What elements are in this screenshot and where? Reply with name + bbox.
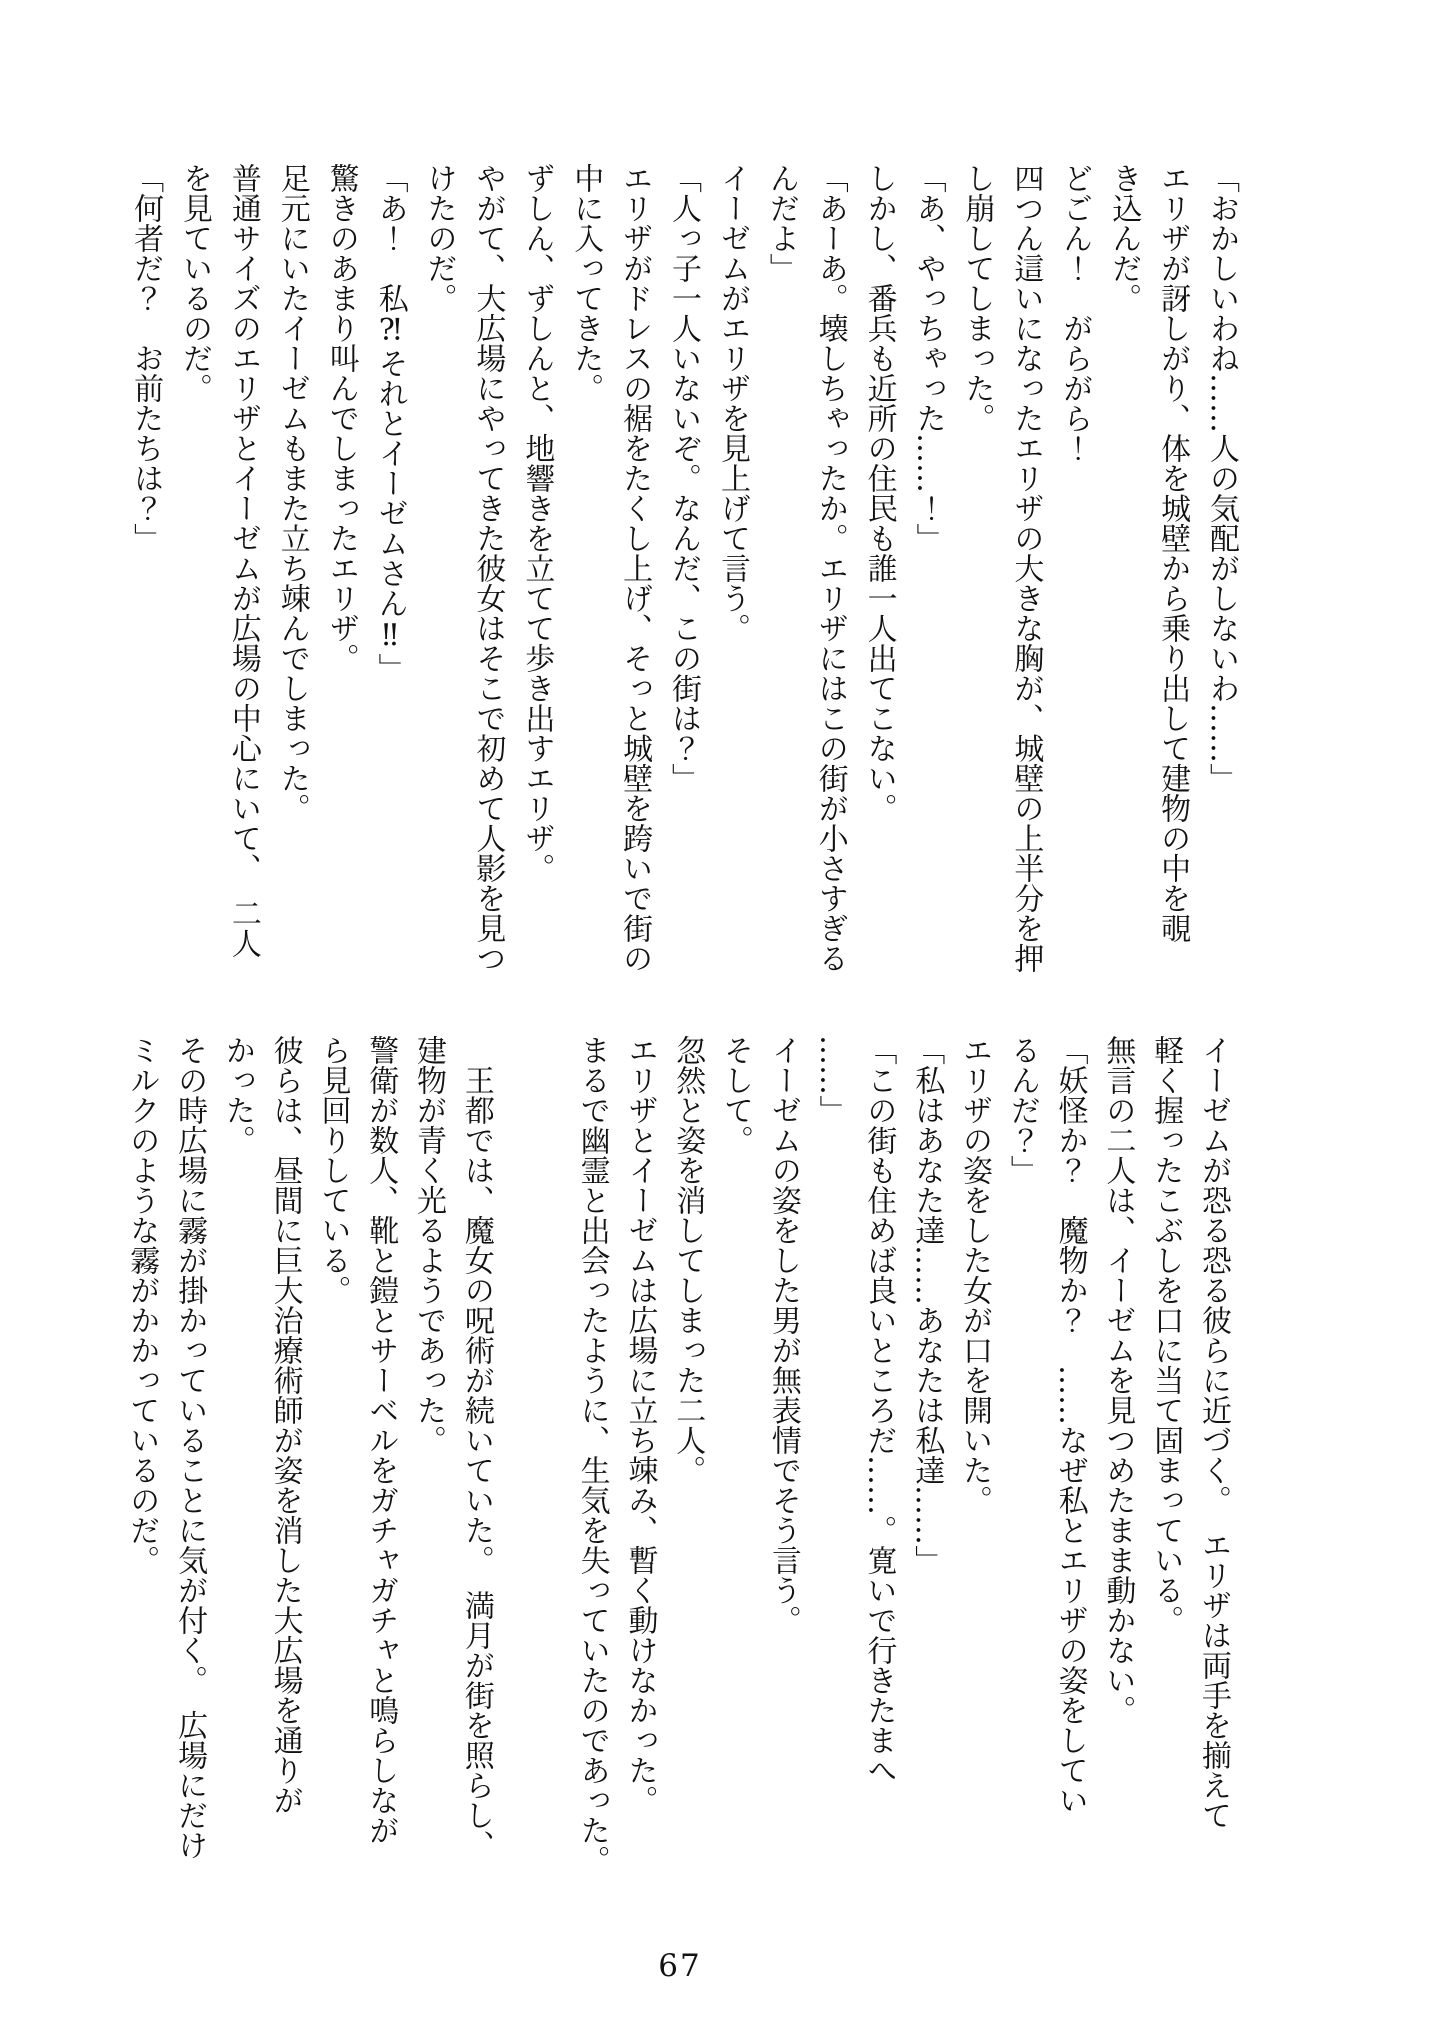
text-block-bottom <box>117 1035 1237 1885</box>
text-line: イーゼムの姿をした男が無表情でそう言う。 <box>765 1035 801 1635</box>
text-line: そして。 <box>718 1035 754 1155</box>
text-line: ミルクのような霧がかかっているのだ。 <box>124 1035 160 1575</box>
text-line: 驚きのあまり叫んでしまったエリザ。 <box>323 163 359 673</box>
text-line: ……」 <box>813 1035 849 1125</box>
text-line: 彼らは、昼間に巨大治療術師が姿を消した大広場を通りが <box>267 1035 303 1815</box>
text-line: 「この街も住めば良いところだ……。寛いで行きたまへ <box>861 1035 897 1785</box>
text-line: を見ているのだ。 <box>176 163 212 403</box>
text-line: 中に入ってきた。 <box>568 163 604 403</box>
text-line: 建物が青く光るようであった。 <box>411 1035 447 1455</box>
text-line: るんだ？」 <box>1004 1035 1040 1185</box>
text-line: 無言の二人は、イーゼムを見つめたまま動かない。 <box>1100 1035 1136 1725</box>
page-number: 67 <box>658 1948 702 1984</box>
text-line: 「おかしいわね……人の気配がしないわ……」 <box>1204 163 1239 793</box>
text-line: エリザが訝しがり、体を城壁から乗り出して建物の中を覗 <box>1155 163 1191 943</box>
text-line: ら見回りしている。 <box>315 1035 351 1305</box>
text-line: き込んだ。 <box>1106 163 1142 313</box>
text-line: 「あーあ。壊しちゃったか。エリザにはこの街が小さすぎる <box>812 163 848 973</box>
text-line: エリザとイーゼムは広場に立ち竦み、暫く動けなかった。 <box>622 1035 658 1815</box>
text-line: 「何者だ？ お前たちは？」 <box>128 163 164 553</box>
text-line: 四つん這いになったエリザの大きな胸が、城壁の上半分を押 <box>1008 163 1044 973</box>
text-line: しかし、番兵も近所の住民も誰一人出てこない。 <box>861 163 897 823</box>
text-line: エリザがドレスの裾をたくし上げ、そっと城壁を跨いで街の <box>617 163 653 973</box>
text-line: かった。 <box>219 1035 255 1155</box>
text-line: 警衛が数人、靴と鎧とサーベルをガチャガチャと鳴らしなが <box>363 1035 399 1845</box>
text-line: エリザの姿をした女が口を開いた。 <box>957 1035 993 1515</box>
text-line: その時広場に霧が掛かっていることに気が付く。 広場にだけ <box>172 1035 208 1860</box>
text-line: やがて、大広場にやってきた彼女はそこで初めて人影を見つ <box>470 163 506 973</box>
text-line: 忽然と姿を消してしまった二人。 <box>670 1035 706 1485</box>
text-line: 「私はあなた達……あなたは私達……」 <box>909 1035 945 1575</box>
text-line: どごん！ がらがら！ <box>1057 163 1093 463</box>
text-line: ずしん、ずしんと、地響きを立てて歩き出すエリザ。 <box>519 163 555 883</box>
text-line: 「人っ子一人いないぞ。なんだ、この街は？」 <box>666 163 702 793</box>
text-line: んだよ」 <box>763 163 799 283</box>
text-line: 王都では、魔女の呪術が続いていた。 満月が街を照らし、 <box>458 1035 494 1860</box>
text-line: けたのだ。 <box>421 163 457 313</box>
text-line: イーゼムが恐る恐る彼らに近づく。 エリザは両手を揃えて <box>1196 1035 1231 1830</box>
text-line: 軽く握ったこぶしを口に当て固まっている。 <box>1148 1035 1184 1635</box>
text-line: まるで幽霊と出会ったように、生気を失っていたのであった。 <box>574 1035 610 1875</box>
text-line: 普通サイズのエリザとイーゼムが広場の中心にいて、 二人 <box>225 163 261 958</box>
text-line: イーゼムがエリザを見上げて言う。 <box>714 163 750 643</box>
text-line: 「妖怪か？ 魔物か？ ……なぜ私とエリザの姿をしてい <box>1052 1035 1088 1815</box>
blank-line <box>500 1035 568 1885</box>
text-block-top <box>120 163 1245 985</box>
text-line: 足元にいたイーゼムもまた立ち竦んでしまった。 <box>274 163 310 823</box>
text-line: 「あ、やっちゃった……！」 <box>910 163 946 553</box>
text-line: し崩してしまった。 <box>959 163 995 433</box>
text-line: 「あ！ 私⁈それとイーゼムさん‼」 <box>372 163 408 683</box>
